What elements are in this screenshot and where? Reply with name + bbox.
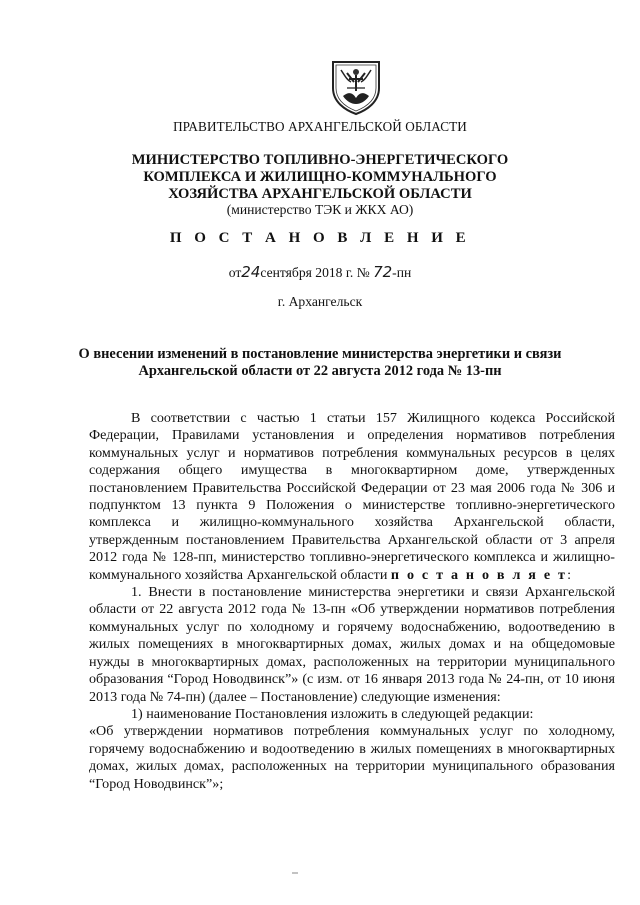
number-suffix: -пн xyxy=(392,265,412,280)
handwritten-day: 24 xyxy=(241,263,261,281)
document-date-number xyxy=(0,263,640,281)
preamble-end: : xyxy=(567,566,572,583)
body-paragraph: 1. Внести в постановление министерства энергетики и связи Архангельской области от 22 августа 2012 года № 13-пн «Об утверждении нормативов потребления коммунальных услуг по холодному и горячему водоснабжению, водоотведению в жилых помещениях в многоквартирных домах, жилых домах и на общедомовые нужды в многоквартирных домах, расположенных на территории муниципального образования “Город Новодвинск”» (с изм. от 16 января 2013 года № 24-пн, от 10 июня 2013 года № 74-пн) (далее – Постановление) следующие изменения: xyxy=(89,584,615,705)
document-subject xyxy=(0,346,640,380)
archangel-coat-of-arms-icon xyxy=(327,58,385,116)
document-body xyxy=(89,410,615,793)
body-paragraph: 1) наименование Постановления изложить в следующей редакции: xyxy=(131,705,534,722)
body-paragraph xyxy=(89,410,615,584)
handwritten-number: 72 xyxy=(373,263,393,281)
body-paragraph: «Об утверждении нормативов потребления коммунальных услуг по холодному, горячему водоснабжению и водоотведению в жилых помещениях в многоквартирных домах, жилых домах, расположенных на территории муниципального образования “Город Новодвинск”»; xyxy=(89,723,615,792)
date-prefix: от xyxy=(228,265,242,280)
ministry-name xyxy=(0,152,640,203)
ministry-name-line: МИНИСТЕРСТВО ТОПЛИВНО-ЭНЕРГЕТИЧЕСКОГО xyxy=(131,152,509,168)
government-name: ПРАВИТЕЛЬСТВО АРХАНГЕЛЬСКОЙ ОБЛАСТИ xyxy=(173,119,467,134)
preamble-text: В соответствии с частью 1 статьи 157 Жилищного кодекса Российской Федерации, Правилами установления и определения нормативов потребления коммунальных услуг и нормативов потребления коммунальных ресурсов в целях содержания общего имущества в многоквартирном доме, утвержденных постановлением Правительства Российской Федерации от 23 мая 2006 года № 306 и подпунктом 13 пункта 9 Положения о министерстве топливно-энергетического комплекса и жилищно-коммунального хозяйства Архангельской области, утвержденным постановлением Правительства Архангельской области от 3 апреля 2012 года № 128-пп, министерство топливно-энергетического комплекса и жилищно-коммунального хозяйства Архангельской области xyxy=(89,410,615,583)
date-rest: сентября 2018 г. № xyxy=(260,265,370,280)
subject-line: О внесении изменений в постановление министерства энергетики и связи xyxy=(78,346,562,362)
document-type-title: П О С Т А Н О В Л Е Н И Е xyxy=(169,230,471,246)
ministry-short-name: (министерство ТЭК и ЖКХ АО) xyxy=(226,202,414,217)
ministry-name-line: КОМПЛЕКСА И ЖИЛИЩНО-КОММУНАЛЬНОГО xyxy=(143,169,497,185)
decree-word: п о с т а н о в л я е т xyxy=(390,566,568,583)
ministry-name-line: ХОЗЯЙСТВА АРХАНГЕЛЬСКОЙ ОБЛАСТИ xyxy=(168,186,472,202)
subject-line: Архангельской области от 22 августа 2012 года № 13-пн xyxy=(138,363,502,379)
document-city: г. Архангельск xyxy=(277,294,363,309)
scan-speck xyxy=(292,872,298,874)
